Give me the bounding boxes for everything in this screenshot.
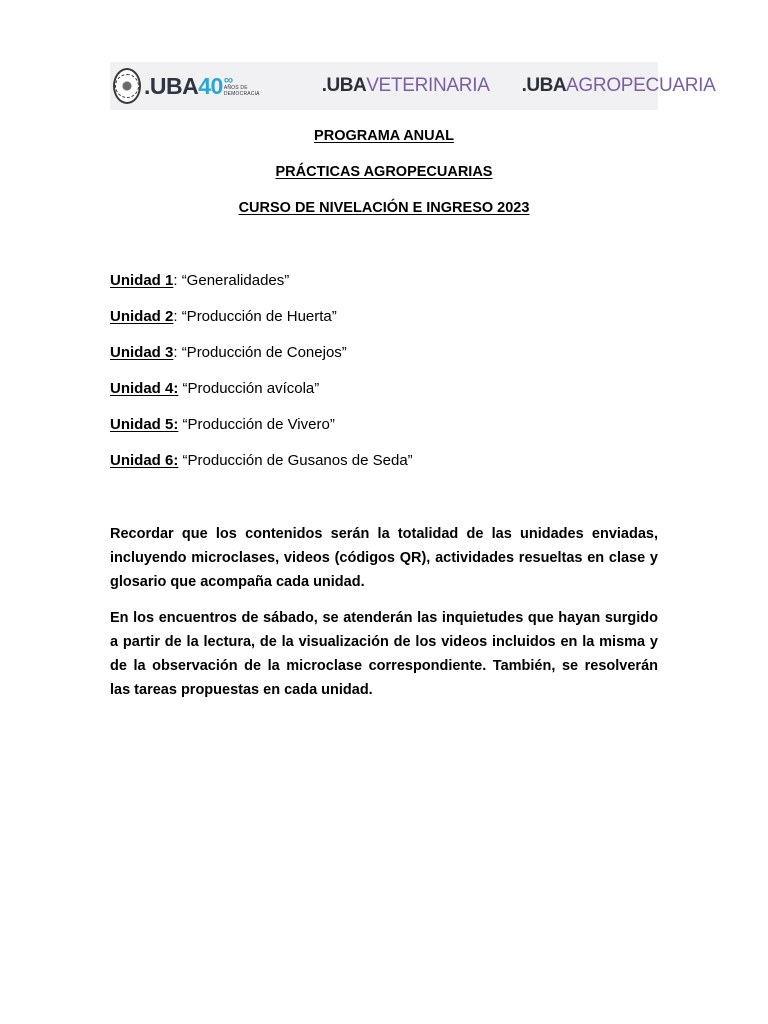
unit-3-label: Unidad 3	[110, 344, 174, 361]
unit-3-line	[110, 344, 347, 361]
uba40-caption	[223, 72, 260, 97]
uba-agropecuaria-logo	[522, 75, 716, 97]
unit-5-label: Unidad 5:	[110, 416, 179, 433]
unit-6-title: “Producción de Gusanos de Seda”	[182, 452, 413, 469]
unit-5-line	[110, 416, 335, 433]
unit-5-title: “Producción de Vivero”	[182, 416, 335, 433]
unit-2-title: “Producción de Huerta”	[181, 308, 337, 325]
title-practicas-agropecuarias: PRÁCTICAS AGROPECUARIAS	[275, 164, 493, 180]
uba40-caption-line2: DEMOCRACIA	[223, 91, 260, 97]
unit-4-line	[110, 380, 319, 397]
unit-6-label: Unidad 6:	[110, 452, 179, 469]
uba-veterinaria-logo	[322, 75, 490, 97]
seal-emblem	[115, 74, 139, 98]
unit-6-line	[110, 452, 413, 469]
uba-agropecuaria-unit: AGROPECUARIA	[566, 75, 716, 96]
title-curso-nivelacion: CURSO DE NIVELACIÓN E INGRESO 2023	[238, 200, 530, 216]
unit-1-line	[110, 272, 289, 289]
infinity-icon: ∞	[223, 72, 234, 87]
unit-2-line	[110, 308, 337, 325]
unit-3-title: “Producción de Conejos”	[181, 344, 347, 361]
unit-1-label: Unidad 1	[110, 272, 174, 289]
uba-agropecuaria-brand: .UBA	[521, 75, 567, 96]
unit-1-separator: :	[173, 272, 182, 289]
uba40-brand: .UBA	[144, 72, 199, 99]
uba40-caption-line1: AÑOS DE	[223, 85, 248, 91]
unit-4-title: “Producción avícola”	[182, 380, 320, 397]
unit-3-separator: :	[173, 344, 182, 361]
uba-seal-icon	[113, 68, 141, 104]
unit-1-title: “Generalidades”	[181, 272, 290, 289]
paragraph-contenidos: Recordar que los contenidos serán la totalidad de las unidades enviadas, incluyendo microclases, videos (códigos QR), actividades resueltas en clase y glosario que acompaña cada unidad.	[110, 526, 658, 590]
uba-veterinaria-unit: VETERINARIA	[366, 75, 490, 96]
uba40-number: 40	[198, 72, 223, 99]
logo-header	[110, 62, 716, 110]
uba40-logo	[144, 73, 260, 100]
unit-2-separator: :	[173, 308, 182, 325]
unit-2-label: Unidad 2	[110, 308, 174, 325]
paragraph-encuentros: En los encuentros de sábado, se atenderán las inquietudes que hayan surgido a partir de la lectura, de la visualización de los videos incluidos en la misma y de la observación de la microclase correspondiente. También, se resolverán las tareas propuestas en cada unidad.	[110, 610, 658, 698]
title-programa-anual: PROGRAMA ANUAL	[314, 128, 454, 144]
unit-4-label: Unidad 4:	[110, 380, 179, 397]
uba-veterinaria-brand: .UBA	[321, 75, 367, 96]
